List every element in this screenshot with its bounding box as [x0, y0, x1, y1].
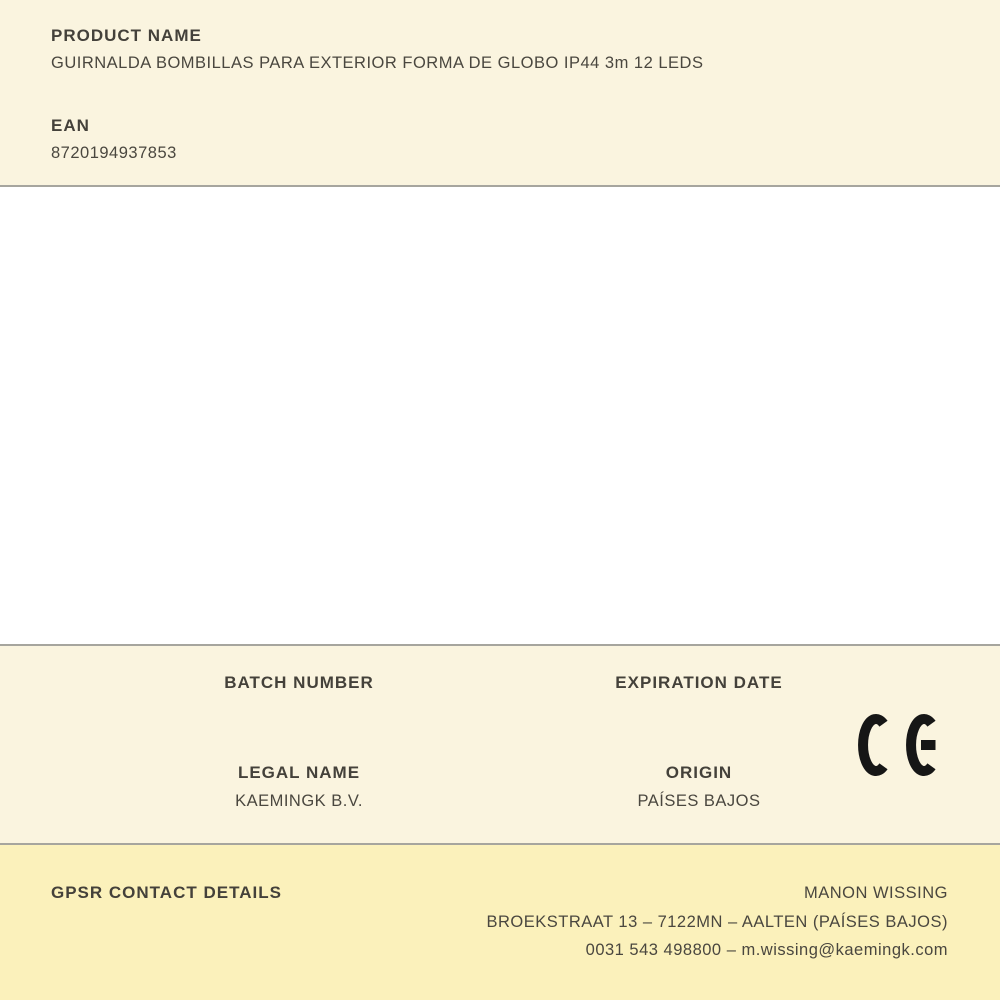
ean-value: 8720194937853 — [51, 144, 177, 162]
gpsr-heading: GPSR CONTACT DETAILS — [51, 883, 282, 902]
ean-label: EAN — [51, 116, 90, 135]
expiration-date-label: EXPIRATION DATE — [615, 673, 783, 692]
product-name-value: GUIRNALDA BOMBILLAS PARA EXTERIOR FORMA DE GLOBO IP44 3m 12 LEDS — [51, 54, 704, 72]
origin-value: PAÍSES BAJOS — [637, 792, 761, 810]
contact-address: BROEKSTRAAT 13 – 7122MN – AALTEN (PAÍSES BAJOS) — [486, 912, 948, 931]
batch-number-label: BATCH NUMBER — [224, 673, 374, 692]
legal-name-label: LEGAL NAME — [237, 763, 361, 782]
contact-phone-email: 0031 543 498800 – m.wissing@kaemingk.com — [585, 941, 948, 959]
product-info-section — [0, 0, 1000, 187]
product-name-label: PRODUCT NAME — [51, 26, 202, 45]
gpsr-contact-block — [486, 879, 948, 965]
origin-label: ORIGIN — [665, 763, 733, 782]
contact-name: MANON WISSING — [803, 884, 948, 902]
ce-mark-icon — [858, 713, 942, 777]
legal-name-value: KAEMINGK B.V. — [235, 792, 363, 810]
product-image-area — [0, 187, 1000, 646]
